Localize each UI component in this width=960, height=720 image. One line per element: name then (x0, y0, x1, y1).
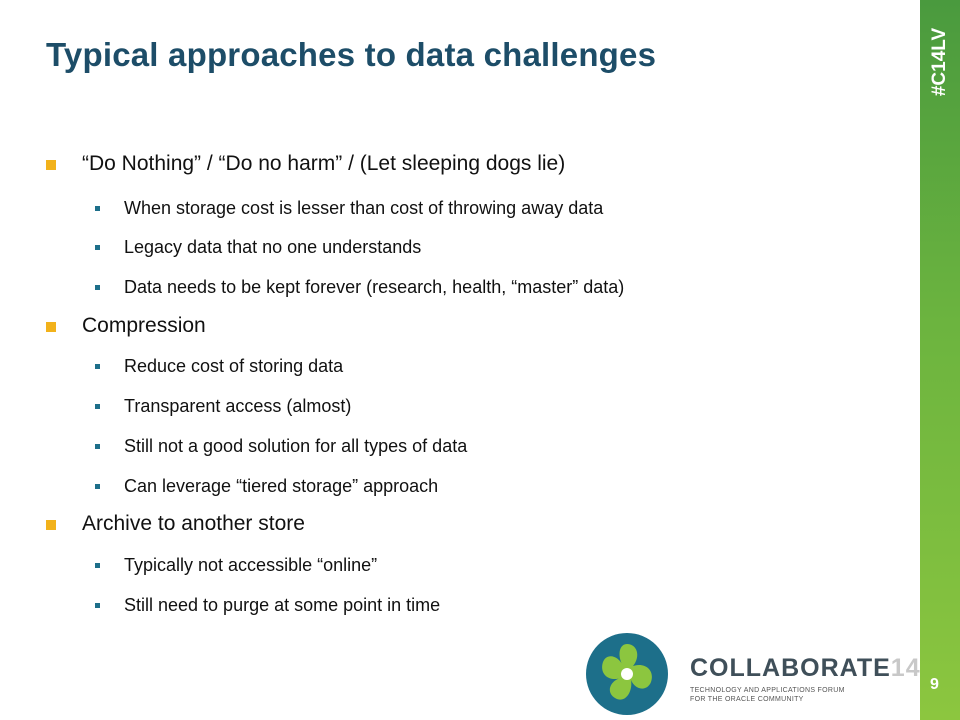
bullet-text: “Do Nothing” / “Do no harm” / (Let sleeping dogs lie) (82, 152, 566, 175)
sub-bullet-text: Still need to purge at some point in time (124, 595, 441, 615)
small-square-bullet-icon (95, 444, 100, 449)
sub-bullet-text: Still not a good solution for all types of data (124, 436, 468, 456)
sub-bullet-text: Typically not accessible “online” (124, 555, 378, 575)
sub-bullet-text: When storage cost is lesser than cost of throwing away data (124, 198, 604, 218)
small-square-bullet-icon (95, 206, 100, 211)
side-accent-bar (920, 0, 960, 720)
logo-wordmark (690, 654, 921, 683)
square-bullet-icon (46, 322, 56, 332)
small-square-bullet-icon (95, 364, 100, 369)
small-square-bullet-icon (95, 603, 100, 608)
collaborate-logo-icon (585, 632, 669, 716)
small-square-bullet-icon (95, 404, 100, 409)
event-hashtag: #C14LV (929, 27, 950, 97)
logo-tagline (690, 686, 845, 704)
logo-word: COLLABORATE (690, 654, 891, 682)
sub-bullet-text: Transparent access (almost) (124, 396, 352, 416)
sub-bullet-text: Reduce cost of storing data (124, 356, 344, 376)
page-number: 9 (930, 676, 939, 693)
square-bullet-icon (46, 160, 56, 170)
logo-number: 14 (890, 654, 921, 682)
small-square-bullet-icon (95, 563, 100, 568)
small-square-bullet-icon (95, 484, 100, 489)
slide-title: Typical approaches to data challenges (46, 36, 657, 73)
sub-bullet-text: Can leverage “tiered storage” approach (124, 476, 439, 496)
sub-bullet-text: Data needs to be kept forever (research, health, “master” data) (124, 277, 625, 297)
bullet-text: Compression (82, 314, 206, 337)
logo-tagline-line-1: TECHNOLOGY AND APPLICATIONS FORUM (690, 687, 845, 694)
logo-tagline-line-2: FOR THE ORACLE COMMUNITY (690, 696, 804, 703)
square-bullet-icon (46, 520, 56, 530)
small-square-bullet-icon (95, 285, 100, 290)
bullet-text: Archive to another store (82, 512, 305, 535)
small-square-bullet-icon (95, 245, 100, 250)
sub-bullet-text: Legacy data that no one understands (124, 237, 422, 257)
